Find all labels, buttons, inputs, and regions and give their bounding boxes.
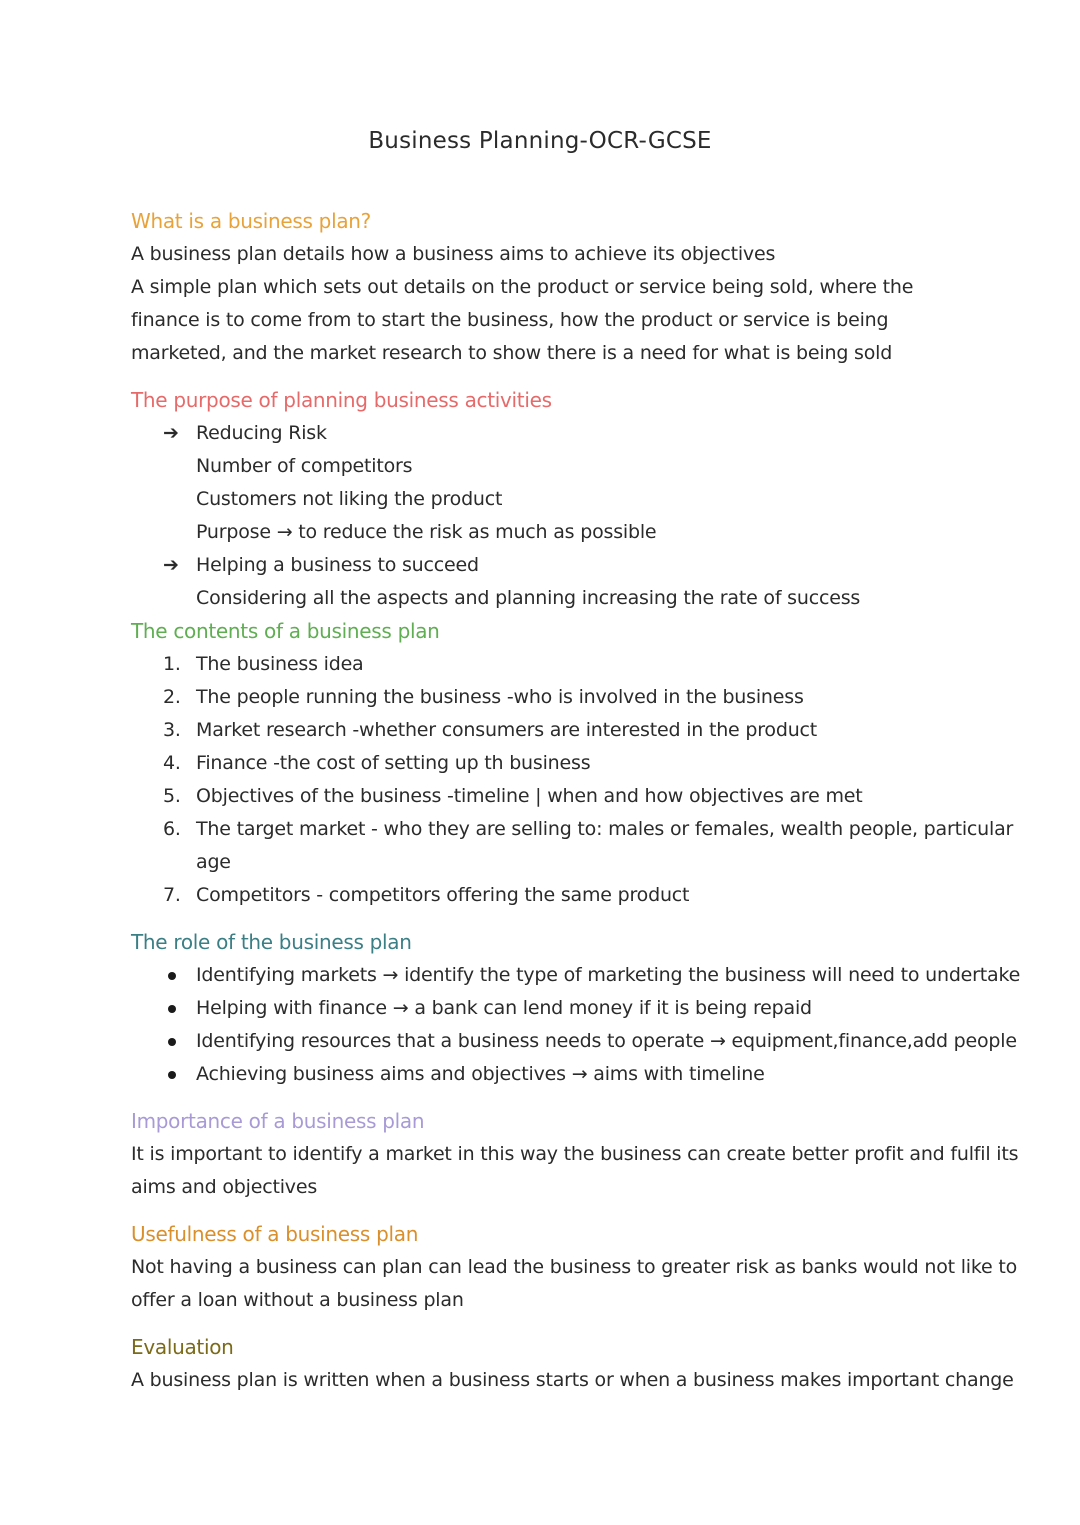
importance-text: It is important to identify a market in this way the business can create better profit and fulfil its aims and objectives (131, 1143, 1019, 1198)
role-list (131, 959, 1051, 1091)
heading-evaluation: Evaluation (131, 1335, 234, 1359)
section-role (131, 926, 1051, 1091)
section-contents (131, 615, 1051, 912)
bullet-icon (168, 1005, 176, 1013)
document-content (131, 205, 1051, 1397)
section-purpose (131, 384, 1051, 615)
page-title: Business Planning-OCR-GCSE (368, 128, 712, 154)
contents-item-text: Market research -whether consumers are interested in the product (196, 719, 818, 741)
bullet-icon (168, 1071, 176, 1079)
contents-item (163, 714, 1051, 747)
heading-purpose: The purpose of planning business activities (131, 388, 552, 412)
contents-item (163, 879, 1051, 912)
contents-item-text: Competitors - competitors offering the same product (196, 884, 690, 906)
purpose-item (163, 417, 1051, 549)
role-item (163, 1025, 1051, 1058)
role-item-text: Helping with finance → a bank can lend money if it is being repaid (196, 997, 812, 1019)
purpose-item (163, 549, 1051, 615)
contents-item-text: Objectives of the business -timeline | when and how objectives are met (196, 785, 863, 807)
evaluation-text: A business plan is written when a business starts or when a business makes important change (131, 1369, 1014, 1391)
section-usefulness (131, 1218, 1051, 1317)
contents-item (163, 780, 1051, 813)
purpose-item-label: Reducing Risk (196, 422, 327, 444)
role-item (163, 992, 1051, 1025)
purpose-item-line: Customers not liking the product (196, 488, 503, 510)
heading-what-is: What is a business plan? (131, 209, 371, 233)
contents-item-number: 2. (163, 686, 181, 708)
bullet-icon (168, 972, 176, 980)
contents-item-text: The target market - who they are selling to: males or females, wealth people, particular age (196, 818, 1014, 873)
contents-item-number: 4. (163, 752, 181, 774)
role-item-text: Identifying resources that a business needs to operate → equipment,finance,add people (196, 1030, 1017, 1052)
role-item-text: Identifying markets → identify the type of marketing the business will need to undertake (196, 964, 1021, 986)
purpose-item-line: Purpose → to reduce the risk as much as possible (196, 521, 657, 543)
contents-item-number: 5. (163, 785, 181, 807)
arrow-right-icon: ➔ (163, 554, 179, 576)
section-what-is (131, 205, 1051, 370)
section-evaluation (131, 1331, 1051, 1397)
contents-item (163, 747, 1051, 780)
bullet-icon (168, 1038, 176, 1046)
purpose-list (131, 417, 1051, 615)
arrow-right-icon: ➔ (163, 422, 179, 444)
purpose-item-label: Helping a business to succeed (196, 554, 479, 576)
contents-item (163, 813, 1051, 879)
contents-item-text: The business idea (196, 653, 364, 675)
role-item (163, 959, 1051, 992)
heading-usefulness: Usefulness of a business plan (131, 1222, 419, 1246)
contents-item (163, 681, 1051, 714)
contents-item-number: 3. (163, 719, 181, 741)
contents-item (163, 648, 1051, 681)
role-item (163, 1058, 1051, 1091)
purpose-item-line: Considering all the aspects and planning increasing the rate of success (196, 587, 861, 609)
what-is-line1: A business plan details how a business aims to achieve its objectives (131, 243, 776, 265)
contents-item-number: 6. (163, 818, 181, 840)
contents-list (131, 648, 1051, 912)
heading-contents: The contents of a business plan (131, 619, 440, 643)
role-item-text: Achieving business aims and objectives → aims with timeline (196, 1063, 765, 1085)
section-importance (131, 1105, 1051, 1204)
purpose-item-line: Number of competitors (196, 455, 413, 477)
contents-item-number: 1. (163, 653, 181, 675)
contents-item-text: The people running the business -who is involved in the business (196, 686, 804, 708)
usefulness-text: Not having a business can plan can lead the business to greater risk as banks would not like to offer a loan without a business plan (131, 1256, 1018, 1311)
heading-role: The role of the business plan (131, 930, 412, 954)
contents-item-number: 7. (163, 884, 181, 906)
what-is-line2: A simple plan which sets out details on the product or service being sold, where the finance is to come from to start the business, how the product or service is being marketed, and the market research to show there is a need for what is being sold (131, 276, 914, 364)
contents-item-text: Finance -the cost of setting up th business (196, 752, 591, 774)
heading-importance: Importance of a business plan (131, 1109, 425, 1133)
